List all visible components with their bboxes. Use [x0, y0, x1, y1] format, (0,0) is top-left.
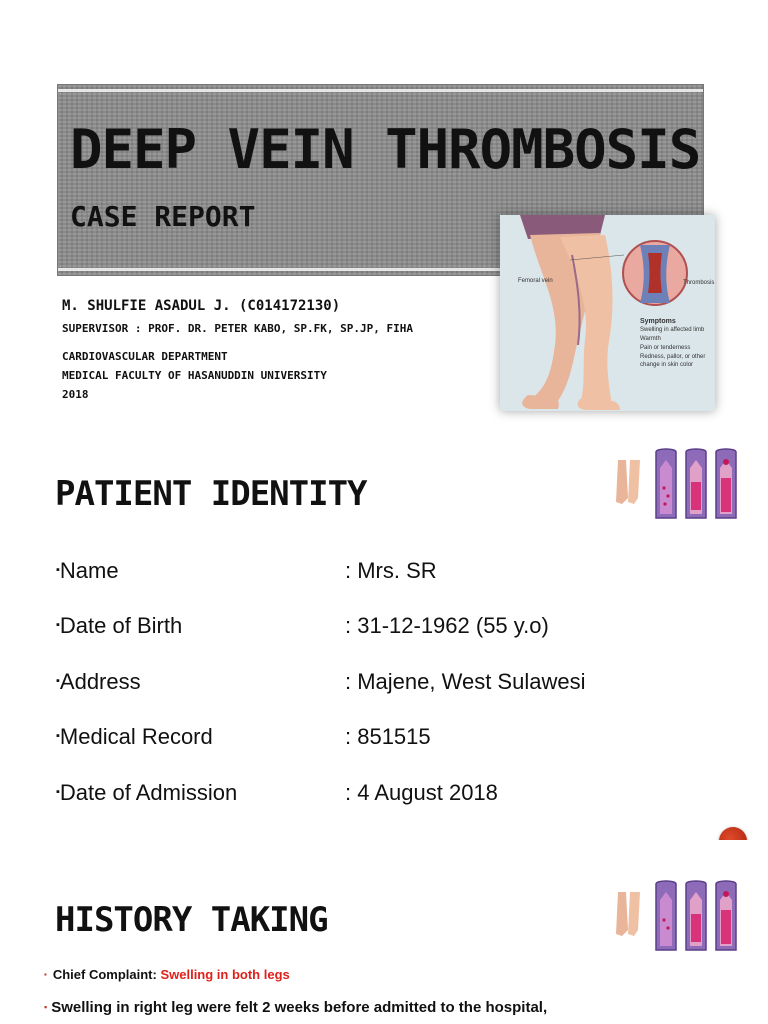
symptom-item: Warmth [640, 336, 661, 342]
supervisor-line: SUPERVISOR : PROF. DR. PETER KABO, SP.FK, SP.JP, FIHA [62, 322, 413, 335]
field-label-medical-record: ▪Medical Record [56, 724, 213, 749]
faculty-line: MEDICAL FACULTY OF HASANUDDIN UNIVERSITY [62, 369, 327, 382]
thrombosis-label: Thrombosis [683, 280, 715, 286]
field-label-address: ▪Address [56, 669, 141, 694]
leg-illustration-icon [500, 215, 715, 411]
field-label-name: ▪Name [56, 558, 119, 583]
dvt-illustration [500, 215, 715, 411]
slide-subtitle: CASE REPORT [70, 200, 256, 233]
field-value-dob: : 31-12-1962 (55 y.o) [345, 613, 549, 638]
symptom-item: change in skin color [640, 362, 694, 368]
history-taking-heading: HISTORY TAKING [55, 900, 328, 940]
department-line: CARDIOVASCULAR DEPARTMENT [62, 350, 228, 363]
chief-complaint-line: ▪ Chief Complaint: Swelling in both legs [44, 967, 290, 982]
field-value-admission-date: : 4 August 2018 [345, 780, 498, 805]
field-label-admission-date: ▪Date of Admission [56, 780, 238, 805]
chief-complaint-label: Chief Complaint: [52, 967, 161, 982]
year-line: 2018 [62, 388, 89, 401]
title-slide [0, 0, 768, 437]
vein-diagram-icon [612, 880, 748, 954]
author-name: M. SHULFIE ASADUL J. (C014172130) [62, 298, 341, 314]
vein-diagram-icon [612, 448, 748, 522]
field-label-dob: ▪Date of Birth [56, 613, 183, 638]
symptom-item: Pain or tenderness [640, 345, 691, 351]
patient-identity-heading: PATIENT IDENTITY [55, 474, 367, 514]
symptoms-title: Symptoms [640, 318, 676, 325]
field-value-address: : Majene, West Sulawesi [345, 669, 586, 694]
chief-complaint-value: Swelling in both legs [160, 967, 290, 982]
banner-top-line [58, 89, 703, 92]
history-line: ▪ Swelling in right leg were felt 2 weeks before admitted to the hospital, [44, 999, 548, 1016]
field-value-name: : Mrs. SR [345, 558, 437, 583]
femoral-vein-label: Femoral vein [518, 278, 553, 284]
symptom-item: Swelling in affected limb [640, 327, 705, 333]
field-value-medical-record: : 851515 [345, 724, 431, 749]
symptom-item: Redness, pallor, or other [640, 354, 706, 360]
slide-title: DEEP VEIN THROMBOSIS [70, 118, 701, 181]
